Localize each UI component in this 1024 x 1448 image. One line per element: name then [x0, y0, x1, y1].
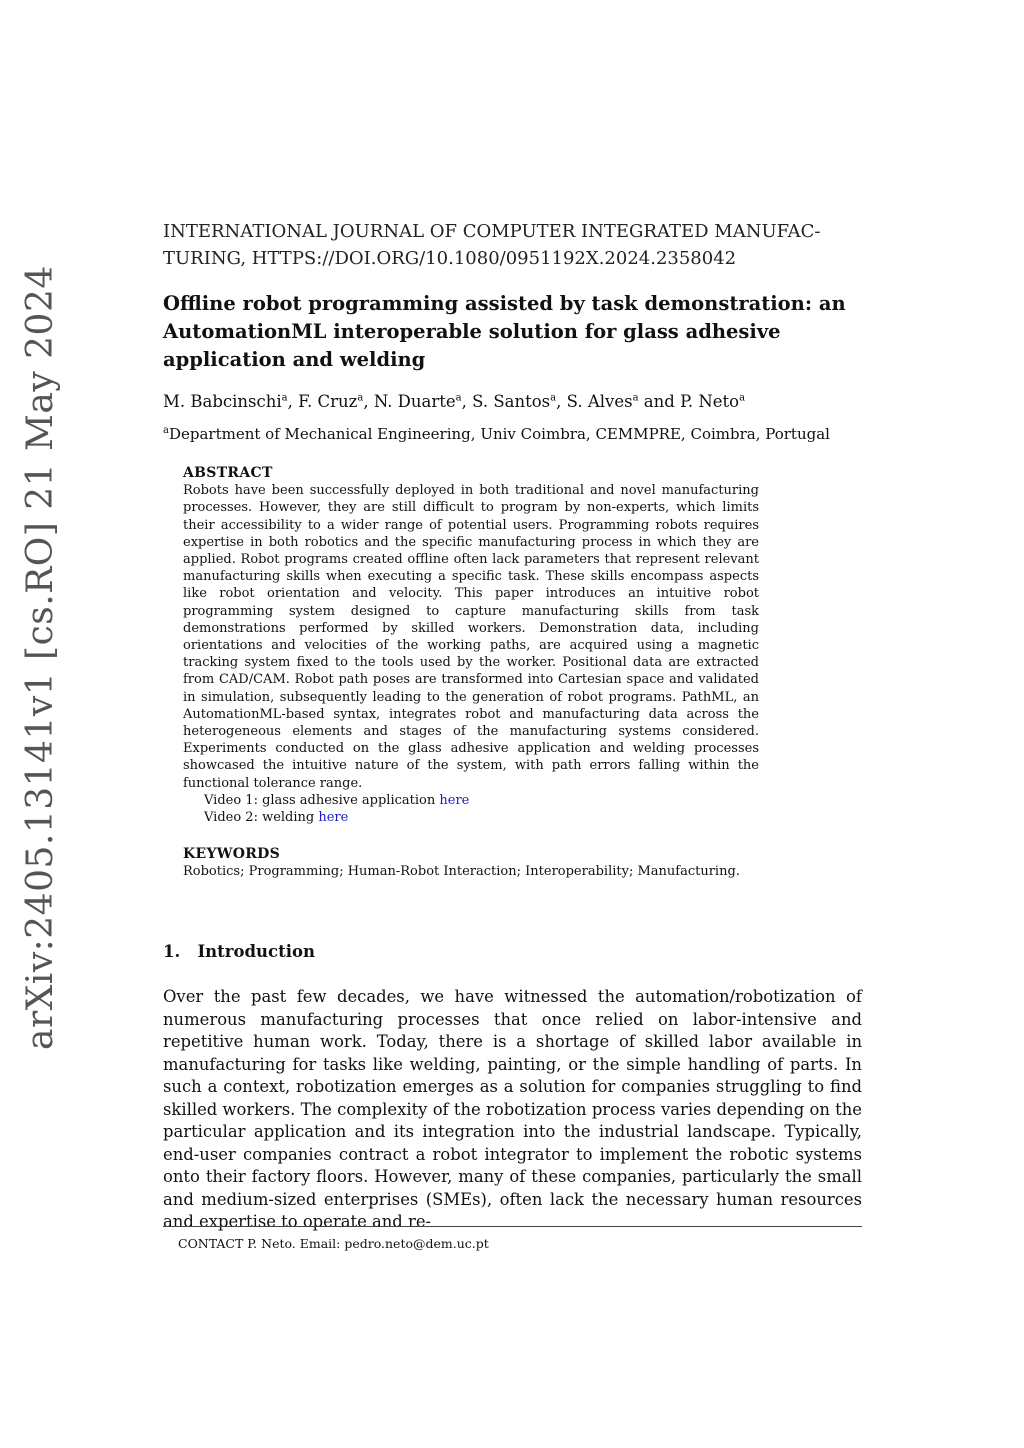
paper-title: Offline robot programming assisted by task demonstration: an AutomationML interoperable solution for glass adhesive application and welding	[163, 292, 846, 371]
author: S. Alves	[566, 392, 633, 411]
abstract-body: Robots have been successfully deployed in both traditional and novel manufacturing processes. However, they are still difficult to program by non-experts, which limits their accessibility to a wider range of potential users. Programming robots requires expertise in both robotics and the specific manufacturing process in which they are applied. Robot programs created offline often lack parameters that represent relevant manufacturing skills when executing a specific task. These skills encompass aspects like robot orientation and velocity. This paper introduces an intuitive robot programming system designed to capture manufacturing skills from task demonstrations performed by skilled workers. Demonstration data, including orientations and velocities of the working paths, are acquired using a magnetic tracking system fixed to the tools used by the worker. Positional data are extracted from CAD/CAM. Robot path poses are transformed into Cartesian space and validated in simulation, subsequently leading to the generation of robot programs. PathML, an AutomationML-based syntax, integrates robot and manufacturing data across the heterogeneous elements and stages of the manufacturing systems considered. Experiments conducted on the glass adhesive application and welding processes showcased the intuitive nature of the system, with path errors falling within the functional tolerance range.	[183, 483, 759, 791]
affiliation-mark: a	[163, 425, 169, 436]
author-affiliation-mark: a	[357, 392, 364, 404]
journal-header: INTERNATIONAL JOURNAL OF COMPUTER INTEGRATED MANUFAC-TURING, HTTPS://DOI.ORG/10.1080/0951192X.2024.2358042	[163, 221, 821, 269]
author-separator: and	[638, 392, 681, 411]
video-1-link[interactable]: here	[439, 792, 470, 808]
section-number: 1.	[163, 942, 181, 961]
author: M. Babcinschi	[163, 392, 282, 411]
author: F. Cruz	[298, 392, 358, 411]
section-heading-introduction	[163, 942, 315, 961]
video-1-line	[183, 792, 759, 809]
abstract-heading: ABSTRACT	[183, 465, 273, 481]
video-2-text: Video 2: welding	[204, 810, 319, 826]
author-affiliation-mark: a	[455, 392, 462, 404]
author-affiliation-mark: a	[550, 392, 557, 404]
author-separator: ,	[363, 392, 374, 411]
video-2-link[interactable]: here	[318, 810, 349, 826]
author: N. Duarte	[373, 392, 456, 411]
author: S. Santos	[472, 392, 551, 411]
keywords-heading: KEYWORDS	[183, 846, 281, 862]
abstract-block	[183, 465, 759, 826]
footnote-divider	[163, 1226, 862, 1227]
author-separator: ,	[556, 392, 567, 411]
author-affiliation-mark: a	[632, 392, 639, 404]
author-affiliation-mark: a	[281, 392, 288, 404]
affiliation	[163, 425, 830, 443]
keywords-block	[183, 846, 759, 880]
author-separator: ,	[287, 392, 299, 411]
author: P. Neto	[680, 392, 740, 411]
video-2-line	[183, 809, 759, 826]
author-separator: ,	[461, 392, 473, 411]
arxiv-identifier-stamp: arXiv:2405.13141v1 [cs.RO] 21 May 2024	[20, 265, 61, 1050]
section-title: Introduction	[197, 942, 315, 961]
contact-footnote: CONTACT P. Neto. Email: pedro.neto@dem.uc.pt	[178, 1236, 489, 1251]
affiliation-text: Department of Mechanical Engineering, Univ Coimbra, CEMMPRE, Coimbra, Portugal	[168, 425, 830, 443]
author-affiliation-mark: a	[739, 392, 746, 404]
introduction-paragraph: Over the past few decades, we have witnessed the automation/robotization of numerous manufacturing processes that once relied on labor-intensive and repetitive human work. Today, there is a shortage of skilled labor available in manufacturing for tasks like welding, painting, or the simple handling of parts. In such a context, robotization emerges as a solution for companies struggling to find skilled workers. The complexity of the robotization process varies depending on the particular application and its integration into the industrial landscape. Typically, end-user companies contract a robot integrator to implement the robotic systems onto their factory floors. However, many of these companies, particularly the small and medium-sized enterprises (SMEs), often lack the necessary human resources and expertise to operate and re-	[163, 987, 862, 1231]
keywords-body: Robotics; Programming; Human-Robot Interaction; Interoperability; Manufacturing.	[183, 864, 740, 880]
video-1-text: Video 1: glass adhesive application	[204, 792, 440, 808]
author-list	[163, 392, 745, 411]
